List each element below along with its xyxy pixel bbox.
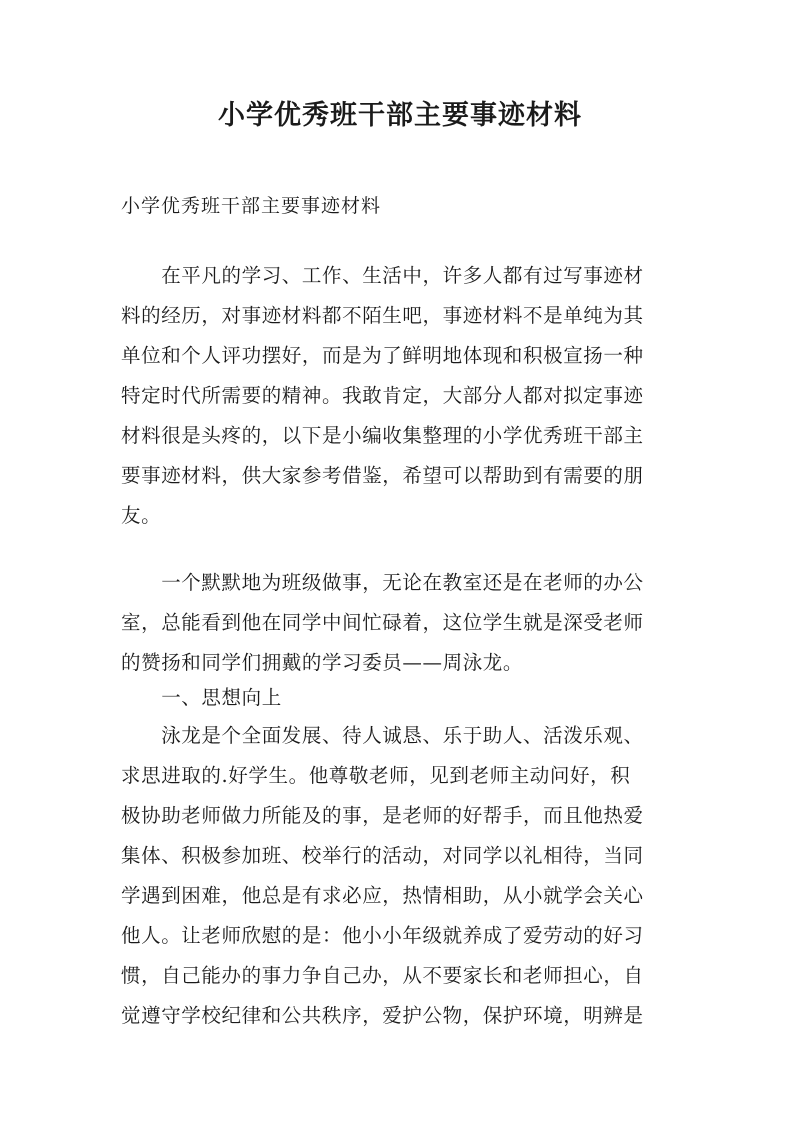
body-line: 料的经历，对事迹材料都不陌生吧，事迹材料不是单纯为其 — [121, 304, 644, 327]
body-line: 求思进取的.好学生。他尊敬老师，见到老师主动问好，积 — [121, 764, 631, 787]
body-line: 觉遵守学校纪律和公共秩序，爱护公物，保护环境，明辨是 — [121, 1004, 644, 1027]
body-line: 室，总能看到他在同学中间忙碌着，这位学生就是深受老师 — [121, 611, 644, 634]
body-line: 惯，自己能办的事力争自己办，从不要家长和老师担心，自 — [121, 964, 644, 987]
body-line: 他人。让老师欣慰的是：他小小年级就养成了爱劳动的好习 — [121, 924, 644, 947]
body-line: 泳龙是个全面发展、待人诚恳、乐于助人、活泼乐观、 — [121, 724, 644, 747]
body-line: 集体、积极参加班、校举行的活动，对同学以礼相待，当同 — [121, 844, 644, 867]
body-line: 极协助老师做力所能及的事，是老师的好帮手，而且他热爱 — [121, 804, 644, 827]
document-title: 小学优秀班干部主要事迹材料 — [218, 100, 582, 131]
body-line: 学遇到困难，他总是有求必应，热情相助，从小就学会关心 — [121, 884, 644, 907]
body-line: 特定时代所需要的精神。我敢肯定，大部分人都对拟定事迹 — [121, 384, 644, 407]
body-line: 一个默默地为班级做事，无论在教室还是在老师的办公 — [121, 571, 644, 594]
body-line: 的赞扬和同学们拥戴的学习委员——周泳龙。 — [121, 651, 524, 674]
document-subtitle: 小学优秀班干部主要事迹材料 — [121, 195, 382, 217]
body-line: 材料很是头疼的，以下是小编收集整理的小学优秀班干部主 — [121, 424, 644, 447]
body-line: 要事迹材料，供大家参考借鉴，希望可以帮助到有需要的朋 — [121, 464, 644, 487]
body-line: 友。 — [121, 504, 162, 527]
body-line: 单位和个人评功摆好，而是为了鲜明地体现和积极宣扬一种 — [121, 344, 644, 367]
section-heading: 一、思想向上 — [121, 686, 282, 709]
body-line: 在平凡的学习、工作、生活中，许多人都有过写事迹材 — [121, 264, 644, 287]
